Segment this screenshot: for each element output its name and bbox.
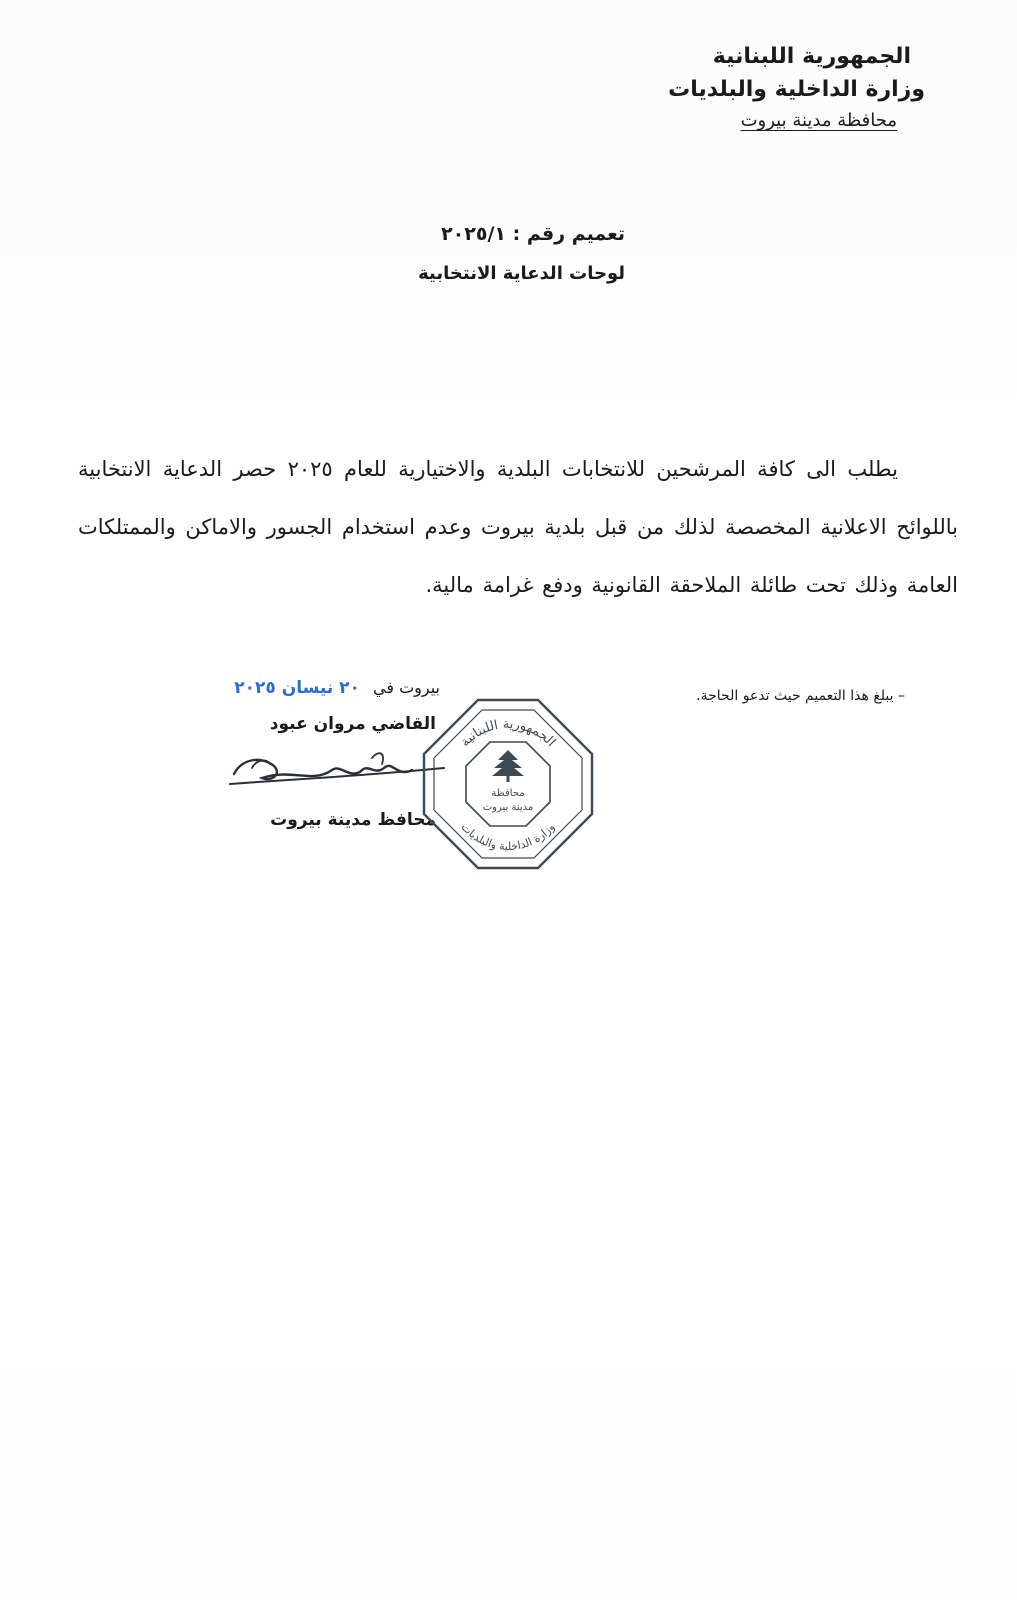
circular-heading (205, 212, 625, 292)
circular-number: تعميم رقم : ٢٠٢٥/١ (441, 223, 625, 245)
distribution-notice: – يبلغ هذا التعميم حيث تدعو الحاجة. (696, 688, 905, 704)
cedar-tree-icon (492, 750, 524, 782)
date-line (190, 678, 440, 698)
ministry-heading: وزارة الداخلية والبلديات (668, 77, 925, 102)
date-value: ٢٠ نيسان ٢٠٢٥ (234, 678, 360, 698)
circular-subject: لوحات الدعاية الانتخابية (418, 263, 625, 284)
signer-name: القاضي مروان عبود (269, 714, 436, 734)
governorate-heading: محافظة مدينة بيروت (740, 110, 897, 131)
letterhead (505, 40, 925, 136)
circular-body: يطلب الى كافة المرشحين للانتخابات البلدية والاختيارية للعام ٢٠٢٥ حصر الدعاية الانتخابية باللوائح الاعلانية المخصصة لذلك من قبل بلدية بيروت وعدم استخدام الجسور والاماكن والممتلكات العامة وذلك تحت طائلة الملاحقة القانونية ودفع غرامة مالية. (78, 457, 958, 597)
stamp-center-line2: مدينة بيروت (482, 802, 534, 813)
stamp-bottom-text: وزارة الداخلية والبلديات (458, 820, 558, 854)
svg-text:الجمهورية اللبنانية (458, 717, 558, 750)
signer-title: محافظ مدينة بيروت (270, 810, 436, 830)
republic-heading: الجمهورية اللبنانية (712, 44, 911, 69)
official-stamp (418, 694, 598, 874)
stamp-center-line1: محافظة (491, 788, 525, 799)
place-label: بيروت في (373, 678, 440, 697)
stamp-top-text: الجمهورية اللبنانية (457, 716, 559, 750)
